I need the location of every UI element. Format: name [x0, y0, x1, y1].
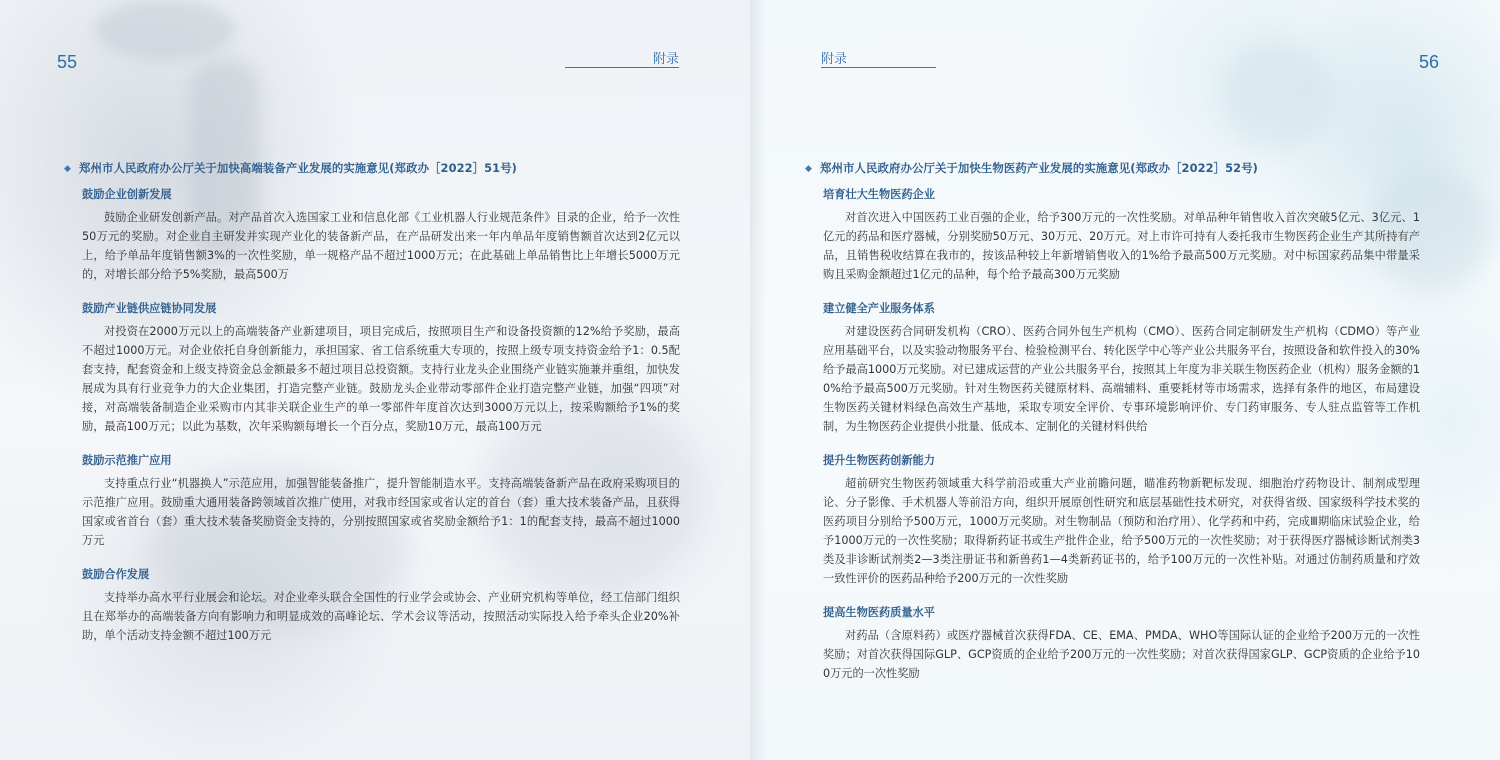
header-rule [821, 67, 936, 68]
header-label: 附录 [821, 52, 848, 67]
background-flask-image [1220, 40, 1330, 150]
section-paragraph: 对首次进入中国医药工业百强的企业，给予300万元的一次性奖励。对单品种年销售收入首次突破5亿元、3亿元、1亿元的药品和医疗器械，分别奖励50万元、30万元、20万元。对上市许可持有人委托我市生物医药企业生产其所持有产品，且销售税收结算在我市的，按该品种较上年新增销售收入的1%给予最高500万元奖励。对中标国家药品集中带量采购且采购金额超过1亿元的品种，每个给予最高300万元奖励 [823, 211, 1420, 281]
sections [64, 188, 680, 645]
document-title [64, 160, 680, 176]
header-rule [565, 67, 679, 68]
background-machine-image [95, 0, 235, 60]
section-paragraph: 支持重点行业“机器换人”示范应用，加强智能装备推广，提升智能制造水平。支持高端装备新产品在政府采购项目的示范推广应用。鼓励重大通用装备跨领域首次推广使用，对我市经国家或省认定的首台（套）重大技术装备产品，且获得国家或省首台（套）重大技术装备奖励资金支持的，分别按照国家或省奖励金额给予1：1的配套支持，最高不超过1000万元 [82, 477, 680, 547]
right-page [750, 0, 1500, 760]
diamond-bullet-icon: ◆ [805, 164, 813, 174]
section-paragraph: 对投资在2000万元以上的高端装备产业新建项目，项目完成后，按照项目生产和设备投资额的12%给予奖励，最高不超过1000万元。对企业依托自身创新能力，承担国家、省工信系统重大专项的，按照上级专项支持资金给予1：0.5配套支持，配套资金和上级支持资金总金额最多不超过项目总投资额。支持行业龙头企业围绕产业链实施兼并重组，加快发展成为具有行业竞争力的大企业集团，打造完整产业链。鼓励龙头企业带动零部件企业打造完整产业链，加强“四项”对接，对高端装备制造企业采购市内其非关联企业生产的单一零部件年度首次达到3000万元以上，按采购额给予1%的奖励，最高100万元；以此为基数，次年采购额每增长一个百分点，奖励10万元，最高100万元 [82, 325, 680, 433]
document-title [805, 160, 1420, 176]
page-number: 55 [57, 52, 78, 72]
section-heading: 鼓励示范推广应用 [82, 454, 172, 467]
right-content [805, 160, 1420, 701]
document-title-text: 郑州市人民政府办公厅关于加快生物医药产业发展的实施意见(郑政办［2022］52号) [820, 161, 1258, 175]
section-heading: 建立健全产业服务体系 [823, 302, 935, 315]
section-paragraph: 对建设医药合同研发机构（CRO）、医药合同外包生产机构（CMO）、医药合同定制研发生产机构（CDMO）等产业应用基础平台，以及实验动物服务平台、检验检测平台、转化医学中心等产业公共服务平台，按照设备和软件投入的30%给予最高1000万元奖励。对已建成运营的产业公共服务平台，按照其上年度为非关联生物医药企业（机构）服务金额的10%给予最高500万元奖励。针对生物医药关键原材料、高端辅料、重要耗材等市场需求，选择有条件的地区，布局建设生物医药关键材料绿色高效生产基地，采取专项安全评价、专事环境影响评价、专门药审服务、专人驻点监管等工作机制，为生物医药企业提供小批量、低成本、定制化的关键材料供给 [823, 325, 1420, 433]
section-heading: 提高生物医药质量水平 [823, 606, 935, 619]
section-paragraph: 支持举办高水平行业展会和论坛。对企业牵头联合全国性的行业学会或协会、产业研究机构等单位，经工信部门组织且在郑举办的高端装备方向有影响力和明显成效的高峰论坛、学术会议等活动，按照活动实际投入给予牵头企业20%补助，单个活动支持金额不超过100万元 [82, 591, 680, 642]
sections [805, 188, 1420, 683]
header-label: 附录 [653, 52, 680, 67]
section-heading: 培育壮大生物医药企业 [823, 188, 935, 201]
section-paragraph: 对药品（含原料药）或医疗器械首次获得FDA、CE、EMA、PMDA、WHO等国际认证的企业给予200万元的一次性奖励；对首次获得国际GLP、GCP资质的企业给予200万元的一次性奖励；对首次获得国家GLP、GCP资质的企业给予100万元的一次性奖励 [823, 629, 1420, 680]
section-heading: 鼓励企业创新发展 [82, 188, 172, 201]
left-content [64, 160, 680, 663]
section-heading: 提升生物医药创新能力 [823, 454, 935, 467]
section-paragraph: 鼓励企业研发创新产品。对产品首次入选国家工业和信息化部《工业机器人行业规范条件》目录的企业，给予一次性50万元的奖励。对企业自主研发并实现产业化的装备新产品，在产品研发出来一年内单品年度销售额首次达到2亿元以上，给予单品年度销售额3%的一次性奖励，单一规格产品不超过1000万元；在此基础上单品销售比上年增长5000万元的，对增长部分给予5%奖励，最高500万 [82, 211, 680, 281]
page-number: 56 [1419, 52, 1440, 72]
diamond-bullet-icon: ◆ [64, 164, 72, 174]
section-heading: 鼓励合作发展 [82, 568, 150, 581]
section-paragraph: 超前研究生物医药领域重大科学前沿或重大产业前瞻问题，瞄准药物新靶标发现、细胞治疗药物设计、制剂成型理论、分子影像、手术机器人等前沿方向，组织开展原创性研究和底层基础性技术研究，对获得省级、国家级科学技术奖的医药项目分别给予500万元，1000万元奖励。对生物制品（预防和治疗用）、化学药和中药，完成Ⅲ期临床试验企业，给予1000万元的一次性奖励；取得新药证书或生产批件企业，给予500万元的一次性奖励；对于获得医疗器械诊断试剂类3类及非诊断试剂类2—3类注册证书和新兽药1—4类新药证书的，给予100万元的一次性补贴。对通过仿制药质量和疗效一致性评价的医药品种给予200万元的一次性奖励 [823, 477, 1420, 585]
document-title-text: 郑州市人民政府办公厅关于加快高端装备产业发展的实施意见(郑政办［2022］51号) [79, 161, 517, 175]
section-heading: 鼓励产业链供应链协同发展 [82, 302, 217, 315]
